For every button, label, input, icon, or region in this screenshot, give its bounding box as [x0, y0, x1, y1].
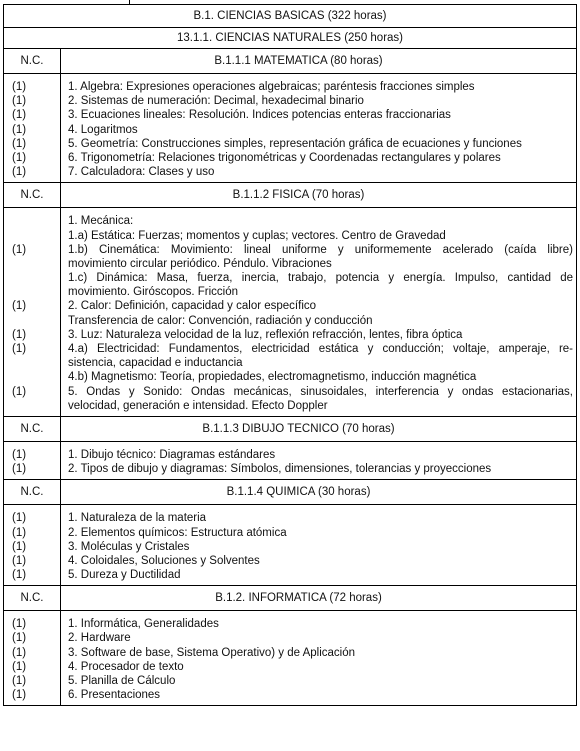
- topic-item: 1.a) Estática: Fuerzas; momentos y cuplas; vectores. Centro de Gravedad: [68, 229, 446, 242]
- topic-item: 4. Logaritmos: [68, 123, 138, 136]
- topic-list-cell: [61, 611, 577, 706]
- topic-item: 4.a) Electricidad: Fundamentos, electricidad estática y conducción; voltaje, amperaje, re-: [68, 343, 573, 355]
- nc-values-cell: [4, 74, 61, 183]
- topic-item: 2. Hardware: [68, 632, 131, 645]
- nc-value: [4, 356, 60, 370]
- nc-value: (1): [12, 166, 27, 179]
- nc-values-cell: [4, 441, 61, 479]
- nc-value: [4, 399, 60, 413]
- topic-item: sistencia, capacidad e inductancia: [68, 357, 243, 370]
- topic-item: 2. Sistemas de numeración: Decimal, hexadecimal binario: [68, 95, 364, 108]
- nc-value: (1): [12, 569, 27, 582]
- topic-item: 6. Presentaciones: [68, 689, 161, 702]
- topic-item: 5. Dureza y Ductilidad: [68, 569, 181, 582]
- section-content-row: [4, 611, 577, 706]
- topic-list-cell: [61, 208, 577, 417]
- section-header-row: [4, 480, 577, 505]
- table-title-row: [4, 5, 577, 28]
- topic-item: 3. Software de base, Sistema Operativo) y de Aplicación: [68, 646, 356, 659]
- nc-value: (1): [12, 109, 27, 122]
- nc-value: (1): [12, 554, 27, 567]
- nc-value: (1): [12, 385, 27, 398]
- nc-value: (1): [12, 463, 27, 476]
- topic-item: 1. Naturaleza de la materia: [68, 512, 207, 525]
- nc-value: (1): [12, 151, 27, 164]
- nc-value: (1): [12, 660, 27, 673]
- nc-value: [4, 314, 60, 328]
- topic-item: 2. Calor: Definición, capacidad y calor específico: [68, 300, 317, 313]
- topic-item: 5. Ondas y Sonido: Ondas mecánicas, sinusoidales, interferencia y ondas estacionarias,: [68, 385, 573, 398]
- nc-value: (1): [12, 328, 27, 341]
- nc-value: (1): [12, 137, 27, 150]
- nc-values-cell: [4, 611, 61, 706]
- topic-list-cell: [61, 74, 577, 183]
- table-subtitle-row: [4, 28, 577, 49]
- topic-item: 1.c) Dinámica: Masa, fuerza, inercia, trabajo, potencia y energía. Impulso, cantidad de: [68, 272, 573, 285]
- topic-item: 2. Elementos químicos: Estructura atómica: [68, 526, 287, 539]
- nc-value: (1): [12, 300, 27, 313]
- section-title: B.1.2. INFORMATICA (72 horas): [61, 586, 577, 611]
- topic-item: Transferencia de calor: Convención, radiación y conducción: [68, 314, 373, 327]
- topic-item: 4.b) Magnetismo: Teoría, propiedades, electromagnetismo, inducción magnética: [68, 371, 477, 384]
- topic-item: 1. Algebra: Expresiones operaciones algebraicas; paréntesis fracciones simples: [68, 81, 475, 93]
- nc-value: (1): [12, 689, 27, 702]
- topic-item: 3. Luz: Naturaleza velocidad de la luz, reflexión refracción, lentes, fibra óptica: [68, 328, 463, 341]
- nc-values-cell: [4, 208, 61, 417]
- nc-column-header: N.C.: [4, 49, 61, 74]
- table-subtitle: 13.1.1. CIENCIAS NATURALES (250 horas): [4, 28, 577, 49]
- nc-column-header: N.C.: [4, 586, 61, 611]
- nc-value: (1): [12, 675, 27, 687]
- nc-value: (1): [12, 95, 27, 108]
- nc-value: (1): [12, 343, 27, 355]
- section-header-row: [4, 586, 577, 611]
- nc-values-cell: [4, 505, 61, 586]
- nc-value: (1): [12, 526, 27, 539]
- topic-item: 4. Procesador de texto: [68, 660, 184, 673]
- curriculum-table: [3, 4, 577, 706]
- nc-column-header: N.C.: [4, 480, 61, 505]
- topic-list-cell: [61, 441, 577, 479]
- nc-value: (1): [12, 243, 27, 256]
- topic-item: 2. Tipos de dibujo y diagramas: Símbolos, dimensiones, tolerancias y proyecciones: [68, 463, 492, 476]
- topic-item: 1. Mecánica:: [68, 215, 134, 228]
- section-content-row: [4, 74, 577, 183]
- topic-item: 3. Moléculas y Cristales: [68, 540, 190, 553]
- nc-value: [4, 271, 60, 285]
- nc-value: (1): [12, 540, 27, 553]
- topic-item: 5. Planilla de Cálculo: [68, 675, 176, 687]
- section-content-row: [4, 441, 577, 479]
- section-content-row: [4, 505, 577, 586]
- section-title: B.1.1.1 MATEMATICA (80 horas): [61, 49, 577, 74]
- nc-value: (1): [12, 448, 27, 461]
- nc-value: [4, 285, 60, 299]
- nc-value: [4, 257, 60, 271]
- topic-item: 4. Coloidales, Soluciones y Solventes: [68, 554, 260, 567]
- nc-value: [4, 229, 60, 243]
- section-header-row: [4, 416, 577, 441]
- nc-value: [4, 370, 60, 384]
- topic-item: 1. Dibujo técnico: Diagramas estándares: [68, 448, 276, 461]
- topic-item: movimiento circular periódico. Péndulo. Vibraciones: [68, 257, 332, 270]
- nc-value: (1): [12, 81, 27, 93]
- nc-value: (1): [12, 123, 27, 136]
- nc-value: (1): [12, 632, 27, 645]
- section-title: B.1.1.4 QUIMICA (30 horas): [61, 480, 577, 505]
- section-title: B.1.1.3 DIBUJO TECNICO (70 horas): [61, 416, 577, 441]
- topic-item: 5. Geometría: Construcciones simples, representación gráfica de ecuaciones y funciones: [68, 137, 522, 150]
- section-header-row: [4, 49, 577, 74]
- section-content-row: [4, 208, 577, 417]
- topic-item: 3. Ecuaciones lineales: Resolución. Indices potencias enteras fraccionarias: [68, 109, 451, 122]
- topic-item: velocidad, generación e intensidad. Efecto Doppler: [68, 399, 328, 412]
- nc-value: [4, 214, 60, 228]
- topic-item: 6. Trigonometría: Relaciones trigonométricas y Coordenadas rectangulares y polares: [68, 151, 501, 164]
- nc-column-header: N.C.: [4, 183, 61, 208]
- topic-item: movimiento. Giróscopos. Fricción: [68, 286, 238, 299]
- topic-item: 1. Informática, Generalidades: [68, 618, 219, 631]
- section-title: B.1.1.2 FISICA (70 horas): [61, 183, 577, 208]
- section-header-row: [4, 183, 577, 208]
- topic-item: 7. Calculadora: Clases y uso: [68, 166, 215, 179]
- nc-value: (1): [12, 646, 27, 659]
- nc-column-header: N.C.: [4, 416, 61, 441]
- nc-value: (1): [12, 512, 27, 525]
- topic-item: 1.b) Cinemática: Movimiento: lineal uniforme y uniformemente acelerado (caída libre): [68, 243, 573, 256]
- table-title: B.1. CIENCIAS BASICAS (322 horas): [4, 5, 577, 28]
- nc-value: (1): [12, 618, 27, 631]
- topic-list-cell: [61, 505, 577, 586]
